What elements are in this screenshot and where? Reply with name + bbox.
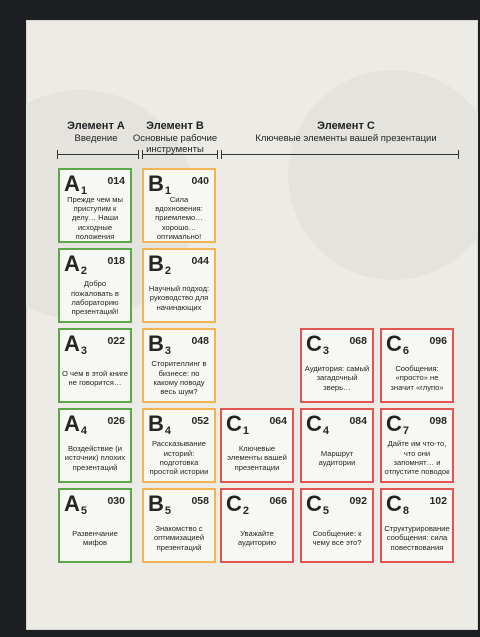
element-letter: B (148, 331, 164, 356)
element-subscript: 5 (322, 505, 330, 517)
header-c-subtitle: Ключевые элементы вашей презентации (255, 133, 437, 144)
element-description: Маршрут аудитории (318, 448, 356, 467)
element-cell-a3 (58, 328, 132, 403)
element-cell-c8 (380, 488, 454, 563)
element-description-wrap (384, 517, 450, 559)
element-description: Воздействие (и источник) плохих презентаций (64, 444, 126, 472)
element-page-number: 066 (269, 495, 287, 507)
element-letter: A (64, 411, 80, 436)
element-subscript: 7 (402, 425, 410, 437)
element-cell-c5 (300, 488, 374, 563)
element-letter: B (148, 171, 164, 196)
element-description: Прежде чем мы приступим к делу… Наши исходные положения (67, 194, 123, 241)
element-description-wrap (146, 517, 212, 559)
element-description-wrap (62, 194, 128, 241)
element-cell-c4 (300, 408, 374, 483)
element-subscript: 4 (164, 425, 172, 437)
element-letter: B (148, 411, 164, 436)
element-description-wrap (304, 437, 370, 479)
element-letter: C (386, 331, 402, 356)
element-subscript: 2 (164, 265, 172, 277)
element-page-number: 058 (191, 495, 209, 507)
element-subscript: 1 (80, 185, 88, 197)
element-letter: B (148, 491, 164, 516)
element-description-wrap (62, 277, 128, 319)
header-c-title: Элемент С (317, 120, 375, 132)
element-subscript: 4 (322, 425, 330, 437)
header-element-c (226, 120, 466, 144)
element-description: Структурирование сообщения: сила повествования (384, 524, 450, 552)
element-subscript: 6 (402, 345, 410, 357)
header-b-title: Элемент В (146, 120, 204, 132)
element-subscript: 5 (80, 505, 88, 517)
element-page-number: 048 (191, 335, 209, 347)
element-page-number: 068 (349, 335, 367, 347)
element-description: Дайте им что-то, что они запомнят… и отпустите поводок (384, 439, 450, 477)
element-cell-a1 (58, 168, 132, 243)
element-description-wrap (62, 437, 128, 479)
element-page-number: 084 (349, 415, 367, 427)
element-letter: A (64, 171, 80, 196)
element-cell-a4 (58, 408, 132, 483)
element-description: Сила вдохновения: приемлемо… хорошо… оптимально! (155, 194, 203, 241)
element-description-wrap (146, 437, 212, 479)
element-letter: C (386, 491, 402, 516)
element-description: Уважайте аудиторию (237, 528, 277, 547)
element-letter: B (148, 251, 164, 276)
element-cell-a5 (58, 488, 132, 563)
element-letter: A (64, 491, 80, 516)
element-page-number: 092 (349, 495, 367, 507)
element-page-number: 014 (107, 175, 125, 187)
element-letter: C (226, 491, 242, 516)
element-description-wrap (224, 437, 290, 479)
element-description: Сообщения: «просто» не значит «глупо» (390, 364, 444, 392)
element-description-wrap (384, 437, 450, 479)
element-cell-b3 (142, 328, 216, 403)
element-description: Рассказывание историй: подготовка простой истории (149, 439, 209, 477)
element-description: Аудитория: самый загадочный зверь… (304, 364, 370, 392)
element-description-wrap (384, 357, 450, 399)
element-description: Сторителлинг в бизнесе: по какому поводу весь шум? (151, 359, 207, 397)
element-description: Научный подход: руководство для начинающих (148, 284, 210, 312)
element-description: О чем в этой книге не говорится… (62, 368, 128, 387)
element-cell-b1 (142, 168, 216, 243)
element-description: Развенчание мифов (72, 528, 118, 547)
header-a-title: Элемент А (67, 120, 125, 132)
element-cell-c7 (380, 408, 454, 483)
element-letter: C (306, 411, 322, 436)
element-page-number: 030 (107, 495, 125, 507)
element-subscript: 2 (80, 265, 88, 277)
element-subscript: 5 (164, 505, 172, 517)
element-page-number: 044 (191, 255, 209, 267)
bracket-a (58, 154, 138, 155)
element-letter: A (64, 251, 80, 276)
element-subscript: 3 (164, 345, 172, 357)
element-page-number: 026 (107, 415, 125, 427)
header-b-subtitle: Основные рабочие инструменты (132, 133, 218, 155)
element-description-wrap (224, 517, 290, 559)
element-page-number: 064 (269, 415, 287, 427)
element-page-number: 052 (191, 415, 209, 427)
element-description-wrap (304, 517, 370, 559)
element-cell-b2 (142, 248, 216, 323)
decor-circle-right (288, 70, 478, 280)
element-description-wrap (62, 517, 128, 559)
element-description-wrap (304, 357, 370, 399)
element-description: Ключевые элементы вашей презентации (227, 444, 287, 472)
element-letter: A (64, 331, 80, 356)
element-cell-c6 (380, 328, 454, 403)
element-letter: C (386, 411, 402, 436)
header-element-b (130, 120, 220, 155)
element-cell-c2 (220, 488, 294, 563)
element-description-wrap (146, 194, 212, 241)
element-page-number: 098 (429, 415, 447, 427)
element-cell-c3 (300, 328, 374, 403)
element-description-wrap (62, 357, 128, 399)
header-a-subtitle: Введение (74, 133, 118, 144)
element-subscript: 1 (164, 185, 172, 197)
element-description-wrap (146, 357, 212, 399)
page-sheet (26, 20, 478, 630)
element-description-wrap (146, 277, 212, 319)
element-subscript: 3 (80, 345, 88, 357)
element-description: Добро пожаловать в лабораторию презентаций! (71, 279, 119, 317)
element-page-number: 102 (429, 495, 447, 507)
element-page-number: 022 (107, 335, 125, 347)
bracket-c (222, 154, 458, 155)
element-cell-b5 (142, 488, 216, 563)
bracket-b (143, 154, 217, 155)
element-description: Сообщение: к чему все это? (312, 528, 362, 547)
element-subscript: 3 (322, 345, 330, 357)
element-page-number: 040 (191, 175, 209, 187)
element-cell-b4 (142, 408, 216, 483)
element-letter: C (226, 411, 242, 436)
element-cell-c1 (220, 408, 294, 483)
element-page-number: 018 (107, 255, 125, 267)
header-element-a (56, 120, 136, 144)
element-letter: C (306, 491, 322, 516)
element-subscript: 1 (242, 425, 250, 437)
element-cell-a2 (58, 248, 132, 323)
element-subscript: 4 (80, 425, 88, 437)
element-page-number: 096 (429, 335, 447, 347)
element-description: Знакомство с оптимизацией презентаций (153, 524, 205, 552)
element-letter: C (306, 331, 322, 356)
element-subscript: 8 (402, 505, 410, 517)
element-subscript: 2 (242, 505, 250, 517)
